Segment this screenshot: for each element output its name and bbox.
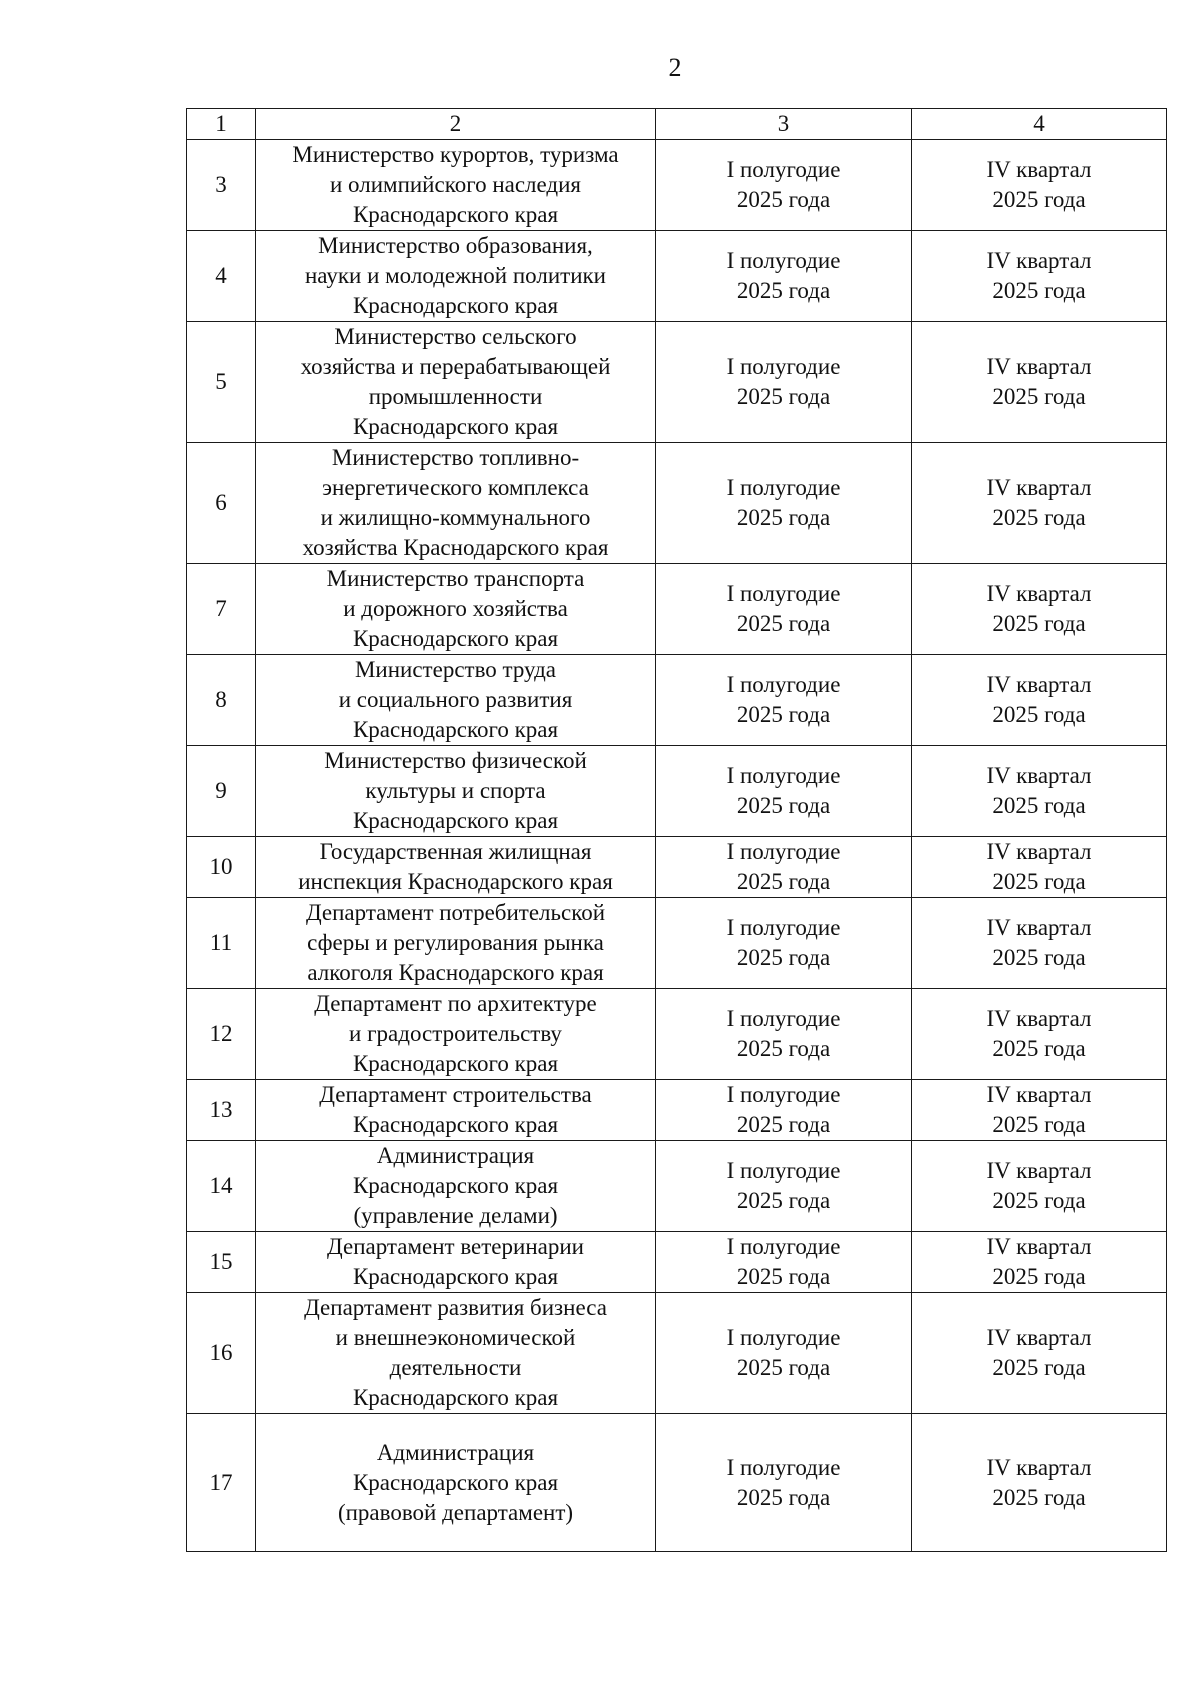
end-term-cell-line: IV квартал (986, 1234, 1092, 1259)
table-row (187, 231, 1167, 322)
table-row (187, 1232, 1167, 1293)
end-term-cell-line: 2025 года (992, 793, 1086, 818)
end-term-cell (912, 1293, 1167, 1414)
organization-cell-line: алкоголя Краснодарского края (307, 960, 604, 985)
start-term-cell-line: I полугодие (726, 763, 841, 788)
end-term-cell-line: 2025 года (992, 278, 1086, 303)
start-term-cell-line: I полугодие (726, 839, 841, 864)
organization-cell (256, 1293, 656, 1414)
organization-cell (256, 898, 656, 989)
end-term-cell-line: 2025 года (992, 1188, 1086, 1213)
organization-cell-line: Краснодарского края (352, 1173, 559, 1198)
end-term-cell (912, 1080, 1167, 1141)
organization-cell-line: Краснодарского края (352, 414, 559, 439)
end-term-cell (912, 322, 1167, 443)
end-term-cell-line: IV квартал (986, 672, 1092, 697)
organization-cell-line: Министерство труда (354, 657, 557, 682)
start-term-cell (656, 837, 912, 898)
start-term-cell (656, 564, 912, 655)
organization-cell (256, 322, 656, 443)
organization-cell-line: Государственная жилищная (319, 839, 592, 864)
start-term-cell-line: I полугодие (726, 1158, 841, 1183)
table-row (187, 837, 1167, 898)
start-term-cell-line: I полугодие (726, 915, 841, 940)
organization-cell (256, 837, 656, 898)
row-number: 7 (187, 564, 256, 655)
table-row (187, 655, 1167, 746)
end-term-cell-line: 2025 года (992, 702, 1086, 727)
header-row (187, 109, 1167, 140)
organization-cell-line: Краснодарского края (352, 1385, 559, 1410)
schedule-table (186, 108, 1167, 1552)
end-term-cell (912, 898, 1167, 989)
start-term-cell (656, 655, 912, 746)
end-term-cell-line: IV квартал (986, 1158, 1092, 1183)
organization-cell-line: Министерство сельского (334, 324, 577, 349)
start-term-cell (656, 1414, 912, 1552)
table-row (187, 989, 1167, 1080)
end-term-cell-line: IV квартал (986, 1082, 1092, 1107)
start-term-cell-line: I полугодие (726, 1325, 841, 1350)
start-term-cell-line: 2025 года (736, 505, 831, 530)
end-term-cell-line: IV квартал (986, 1006, 1092, 1031)
organization-cell-line: Краснодарского края (352, 1051, 559, 1076)
header-cell-2: 2 (256, 109, 656, 140)
table-row (187, 322, 1167, 443)
row-number: 15 (187, 1232, 256, 1293)
row-number: 16 (187, 1293, 256, 1414)
end-term-cell-line: IV квартал (986, 1454, 1092, 1480)
organization-cell-line: сферы и регулирования рынка (307, 930, 604, 955)
organization-cell (256, 655, 656, 746)
table-row (187, 564, 1167, 655)
end-term-cell-line: 2025 года (992, 945, 1086, 970)
organization-cell-line: науки и молодежной политики (304, 263, 606, 288)
organization-cell-line: Краснодарского края (352, 1469, 559, 1495)
organization-cell-line: Министерство курортов, туризма (292, 142, 619, 167)
end-term-cell (912, 1141, 1167, 1232)
start-term-cell-line: I полугодие (726, 672, 841, 697)
start-term-cell-line: 2025 года (736, 1264, 831, 1289)
start-term-cell-line: 2025 года (736, 611, 831, 636)
table-row (187, 1141, 1167, 1232)
table-row (187, 443, 1167, 564)
organization-cell-line: и внешнеэкономической (335, 1325, 576, 1350)
start-term-cell-line: I полугодие (726, 354, 841, 379)
organization-cell-line: Министерство транспорта (326, 566, 585, 591)
organization-cell-line: Краснодарского края (352, 626, 559, 651)
organization-cell-line: Департамент потребительской (305, 900, 606, 925)
organization-cell (256, 1141, 656, 1232)
row-number: 4 (187, 231, 256, 322)
end-term-cell (912, 140, 1167, 231)
organization-cell (256, 231, 656, 322)
row-number: 9 (187, 746, 256, 837)
organization-cell-line: Краснодарского края (352, 1112, 559, 1137)
row-number: 17 (187, 1414, 256, 1552)
end-term-cell (912, 1414, 1167, 1552)
organization-cell-line: энергетического комплекса (322, 475, 589, 500)
organization-cell-line: и дорожного хозяйства (343, 596, 568, 621)
header-cell-3: 3 (656, 109, 912, 140)
end-term-cell-line: 2025 года (992, 611, 1086, 636)
end-term-cell-line: 2025 года (992, 505, 1086, 530)
end-term-cell-line: IV квартал (986, 763, 1092, 788)
start-term-cell-line: 2025 года (736, 278, 831, 303)
start-term-cell (656, 1141, 912, 1232)
end-term-cell (912, 746, 1167, 837)
organization-cell-line: Краснодарского края (352, 293, 559, 318)
organization-cell (256, 1080, 656, 1141)
start-term-cell-line: I полугодие (726, 1234, 841, 1259)
row-number: 5 (187, 322, 256, 443)
start-term-cell (656, 140, 912, 231)
start-term-cell-line: 2025 года (736, 1188, 831, 1213)
end-term-cell-line: 2025 года (992, 1264, 1086, 1289)
start-term-cell-line: 2025 года (736, 702, 831, 727)
organization-cell-line: хозяйства Краснодарского края (302, 535, 609, 560)
start-term-cell-line: 2025 года (736, 945, 831, 970)
start-term-cell-line: I полугодие (726, 1082, 841, 1107)
end-term-cell (912, 655, 1167, 746)
end-term-cell-line: 2025 года (992, 1036, 1086, 1061)
row-number: 12 (187, 989, 256, 1080)
end-term-cell-line: 2025 года (992, 384, 1086, 409)
start-term-cell-line: I полугодие (726, 157, 841, 182)
organization-cell (256, 564, 656, 655)
row-number: 10 (187, 837, 256, 898)
start-term-cell (656, 1232, 912, 1293)
organization-cell (256, 1414, 656, 1552)
end-term-cell-line: IV квартал (986, 354, 1092, 379)
start-term-cell-line: 2025 года (736, 1355, 831, 1380)
end-term-cell (912, 989, 1167, 1080)
organization-cell-line: Министерство топливно- (331, 445, 580, 470)
header-cell-1: 1 (187, 109, 256, 140)
organization-cell-line: Краснодарского края (352, 808, 559, 833)
organization-cell-line: Краснодарского края (352, 1264, 559, 1289)
start-term-cell-line: 2025 года (736, 1484, 831, 1510)
organization-cell-line: промышленности (368, 384, 543, 409)
end-term-cell-line: IV квартал (986, 1325, 1092, 1350)
start-term-cell (656, 322, 912, 443)
end-term-cell (912, 1232, 1167, 1293)
end-term-cell-line: 2025 года (992, 1112, 1086, 1137)
start-term-cell-line: I полугодие (726, 475, 841, 500)
organization-cell-line: и жилищно-коммунального (320, 505, 591, 530)
start-term-cell-line: I полугодие (726, 581, 841, 606)
start-term-cell (656, 989, 912, 1080)
end-term-cell-line: 2025 года (992, 187, 1086, 212)
start-term-cell-line: 2025 года (736, 187, 831, 212)
table-row (187, 140, 1167, 231)
table-body (187, 140, 1167, 1552)
organization-cell (256, 140, 656, 231)
organization-cell (256, 746, 656, 837)
end-term-cell (912, 564, 1167, 655)
organization-cell-line: Департамент ветеринарии (327, 1234, 584, 1259)
organization-cell-line: Краснодарского края (352, 717, 559, 742)
start-term-cell-line: 2025 года (736, 1112, 831, 1137)
end-term-cell-line: IV квартал (986, 581, 1092, 606)
table-row (187, 1293, 1167, 1414)
organization-cell-line: Департамент строительства (319, 1082, 592, 1107)
header-cell-4: 4 (912, 109, 1167, 140)
end-term-cell-line: 2025 года (992, 869, 1086, 894)
start-term-cell-line: 2025 года (736, 384, 831, 409)
end-term-cell (912, 837, 1167, 898)
organization-cell (256, 443, 656, 564)
organization-cell-line: и олимпийского наследия (329, 172, 582, 197)
end-term-cell-line: 2025 года (992, 1355, 1086, 1380)
start-term-cell-line: I полугодие (726, 1006, 841, 1031)
organization-cell-line: Департамент по архитектуре (314, 991, 597, 1016)
row-number: 8 (187, 655, 256, 746)
end-term-cell (912, 231, 1167, 322)
start-term-cell (656, 746, 912, 837)
start-term-cell-line: I полугодие (726, 248, 841, 273)
organization-cell-line: Департамент развития бизнеса (304, 1295, 607, 1320)
organization-cell-line: инспекция Краснодарского края (298, 869, 613, 894)
start-term-cell (656, 443, 912, 564)
organization-cell-line: хозяйства и перерабатывающей (300, 354, 611, 379)
start-term-cell-line: 2025 года (736, 793, 831, 818)
end-term-cell (912, 443, 1167, 564)
table-row (187, 1414, 1167, 1552)
row-number: 11 (187, 898, 256, 989)
end-term-cell-line: IV квартал (986, 248, 1092, 273)
start-term-cell (656, 1080, 912, 1141)
organization-cell-line: деятельности (389, 1355, 522, 1380)
table-row (187, 898, 1167, 989)
organization-cell-line: Министерство физической (324, 748, 587, 773)
organization-cell-line: и градостроительству (349, 1021, 562, 1046)
organization-cell-line: и социального развития (338, 687, 573, 712)
start-term-cell-line: I полугодие (726, 1454, 841, 1480)
organization-cell-line: Краснодарского края (352, 202, 559, 227)
start-term-cell-line: 2025 года (736, 1036, 831, 1061)
start-term-cell (656, 898, 912, 989)
row-number: 3 (187, 140, 256, 231)
organization-cell-line: Министерство образования, (318, 233, 593, 258)
row-number: 14 (187, 1141, 256, 1232)
table-row (187, 746, 1167, 837)
end-term-cell-line: IV квартал (986, 915, 1092, 940)
end-term-cell-line: IV квартал (986, 475, 1092, 500)
organization-cell-line: Администрация (376, 1439, 535, 1465)
start-term-cell (656, 1293, 912, 1414)
organization-cell (256, 1232, 656, 1293)
row-number: 6 (187, 443, 256, 564)
organization-cell-line: (правовой департамент) (337, 1499, 574, 1525)
organization-cell-line: Администрация (376, 1143, 535, 1168)
end-term-cell-line: IV квартал (986, 157, 1092, 182)
end-term-cell-line: IV квартал (986, 839, 1092, 864)
organization-cell-line: культуры и спорта (365, 778, 546, 803)
start-term-cell (656, 231, 912, 322)
end-term-cell-line: 2025 года (992, 1484, 1086, 1510)
start-term-cell-line: 2025 года (736, 869, 831, 894)
organization-cell-line: (управление делами) (353, 1203, 558, 1228)
table-row (187, 1080, 1167, 1141)
page-number: 2 (668, 53, 682, 82)
organization-cell (256, 989, 656, 1080)
row-number: 13 (187, 1080, 256, 1141)
